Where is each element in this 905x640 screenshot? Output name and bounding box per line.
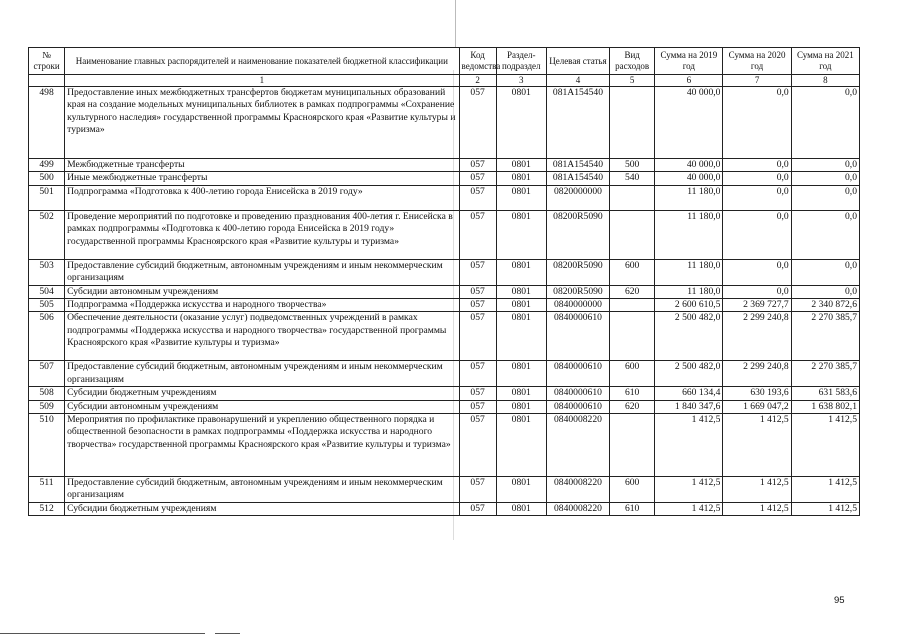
row-sum-2019: 660 134,4 (655, 387, 723, 400)
row-name: Субсидии автономным учреждениям (65, 400, 459, 413)
row-name: Межбюджетные трансферты (65, 159, 459, 172)
row-sum-2021: 2 340 872,6 (791, 299, 859, 312)
row-dept-code: 057 (459, 87, 496, 159)
row-dept-code: 057 (459, 259, 496, 285)
row-sum-2021: 0,0 (791, 87, 859, 159)
row-number: 511 (29, 477, 65, 503)
row-sum-2019: 11 180,0 (655, 259, 723, 285)
row-dept-code: 057 (459, 387, 496, 400)
table-row (29, 185, 860, 210)
column-number: 5 (610, 75, 655, 87)
row-section: 0801 (496, 502, 546, 515)
row-number: 503 (29, 259, 65, 285)
row-target-article: 0840008220 (546, 477, 609, 503)
row-sum-2019: 40 000,0 (655, 172, 723, 185)
column-number: 8 (791, 75, 859, 87)
row-sum-2021: 631 583,6 (791, 387, 859, 400)
footer-rule (0, 633, 205, 634)
row-section: 0801 (496, 172, 546, 185)
row-expense-type (610, 210, 655, 259)
header-row-number: № строки (29, 48, 65, 75)
row-sum-2019: 11 180,0 (655, 185, 723, 210)
row-sum-2021: 0,0 (791, 159, 859, 172)
row-target-article: 0840000000 (546, 299, 609, 312)
row-sum-2020: 1 412,5 (723, 414, 791, 477)
row-dept-code: 057 (459, 361, 496, 387)
table-header-row (29, 48, 860, 75)
row-expense-type: 620 (610, 285, 655, 298)
row-name: Субсидии бюджетным учреждениям (65, 502, 459, 515)
row-sum-2019: 1 840 347,6 (655, 400, 723, 413)
row-sum-2019: 11 180,0 (655, 285, 723, 298)
row-sum-2019: 2 600 610,5 (655, 299, 723, 312)
table-row (29, 285, 860, 298)
row-dept-code: 057 (459, 172, 496, 185)
row-sum-2021: 1 412,5 (791, 502, 859, 515)
row-section: 0801 (496, 312, 546, 361)
row-dept-code: 057 (459, 185, 496, 210)
row-sum-2020: 0,0 (723, 172, 791, 185)
row-sum-2021: 0,0 (791, 259, 859, 285)
row-sum-2019: 1 412,5 (655, 502, 723, 515)
row-sum-2021: 1 412,5 (791, 477, 859, 503)
row-section: 0801 (496, 400, 546, 413)
row-section: 0801 (496, 185, 546, 210)
row-expense-type: 600 (610, 259, 655, 285)
row-section: 0801 (496, 387, 546, 400)
row-dept-code: 057 (459, 285, 496, 298)
row-name: Субсидии бюджетным учреждениям (65, 387, 459, 400)
row-sum-2021: 0,0 (791, 210, 859, 259)
row-sum-2021: 2 270 385,7 (791, 361, 859, 387)
row-dept-code: 057 (459, 502, 496, 515)
row-sum-2019: 1 412,5 (655, 477, 723, 503)
row-number: 508 (29, 387, 65, 400)
column-number: 4 (546, 75, 609, 87)
row-sum-2021: 0,0 (791, 185, 859, 210)
row-sum-2020: 0,0 (723, 185, 791, 210)
row-number: 509 (29, 400, 65, 413)
row-name: Предоставление иных межбюджетных трансфертов бюджетам муниципальных образований края на создание модельных муниципальных библиотек в рамках подпрограммы «Сохранение культурного наследия» государственной программы Красноярского края «Развитие культуры и туризма» (65, 87, 459, 159)
row-target-article: 081A154540 (546, 172, 609, 185)
table-row (29, 172, 860, 185)
column-number: 7 (723, 75, 791, 87)
row-sum-2020: 0,0 (723, 285, 791, 298)
header-sum-2019: Сумма на 2019 год (655, 48, 723, 75)
row-expense-type: 500 (610, 159, 655, 172)
header-expense-type: Вид расходов (610, 48, 655, 75)
row-target-article: 0840008220 (546, 502, 609, 515)
row-target-article: 081A154540 (546, 87, 609, 159)
row-sum-2021: 0,0 (791, 285, 859, 298)
row-sum-2020: 1 669 047,2 (723, 400, 791, 413)
row-expense-type: 620 (610, 400, 655, 413)
row-sum-2021: 1 412,5 (791, 414, 859, 477)
row-section: 0801 (496, 87, 546, 159)
row-dept-code: 057 (459, 159, 496, 172)
footer-rule (215, 633, 240, 634)
page-number: 95 (834, 595, 845, 606)
row-dept-code: 057 (459, 210, 496, 259)
row-name: Иные межбюджетные трансферты (65, 172, 459, 185)
row-expense-type: 610 (610, 502, 655, 515)
row-sum-2019: 1 412,5 (655, 414, 723, 477)
row-number: 507 (29, 361, 65, 387)
row-sum-2019: 11 180,0 (655, 210, 723, 259)
header-sum-2021: Сумма на 2021 год (791, 48, 859, 75)
row-expense-type (610, 414, 655, 477)
row-expense-type: 600 (610, 477, 655, 503)
row-section: 0801 (496, 210, 546, 259)
table-row (29, 414, 860, 477)
row-sum-2019: 2 500 482,0 (655, 312, 723, 361)
row-number: 504 (29, 285, 65, 298)
row-number: 499 (29, 159, 65, 172)
row-sum-2019: 40 000,0 (655, 87, 723, 159)
row-number: 505 (29, 299, 65, 312)
row-number: 498 (29, 87, 65, 159)
scan-artifact-line (455, 0, 456, 48)
row-sum-2020: 1 412,5 (723, 502, 791, 515)
header-name: Наименование главных распорядителей и наименование показателей бюджетной классификации (65, 48, 459, 75)
row-number: 506 (29, 312, 65, 361)
row-expense-type: 610 (610, 387, 655, 400)
header-sum-2020: Сумма на 2020 год (723, 48, 791, 75)
row-name: Предоставление субсидий бюджетным, автономным учреждениям и иным некоммерческим организациям (65, 259, 459, 285)
row-section: 0801 (496, 361, 546, 387)
row-sum-2021: 0,0 (791, 172, 859, 185)
row-target-article: 08200R5090 (546, 210, 609, 259)
row-sum-2020: 2 299 240,8 (723, 361, 791, 387)
row-expense-type (610, 299, 655, 312)
row-section: 0801 (496, 414, 546, 477)
row-sum-2021: 2 270 385,7 (791, 312, 859, 361)
table-row (29, 502, 860, 515)
header-target-article: Целевая статья (546, 48, 609, 75)
row-expense-type (610, 312, 655, 361)
column-number-row (29, 75, 860, 87)
row-number: 512 (29, 502, 65, 515)
row-name: Проведение мероприятий по подготовке и проведению празднования 400-летия г. Енисейска в рамках подпрограммы «Подготовка к 400-летию города Енисейска в 2019 году» государственной программы Красноярского края «Развитие культуры и туризма» (65, 210, 459, 259)
table-row (29, 259, 860, 285)
table-row (29, 387, 860, 400)
table-row (29, 87, 860, 159)
row-sum-2020: 0,0 (723, 159, 791, 172)
row-name: Подпрограмма «Подготовка к 400-летию города Енисейска в 2019 году» (65, 185, 459, 210)
table-row (29, 477, 860, 503)
row-expense-type (610, 185, 655, 210)
row-name: Предоставление субсидий бюджетным, автономным учреждениям и иным некоммерческим организациям (65, 361, 459, 387)
row-dept-code: 057 (459, 312, 496, 361)
row-target-article: 0840000610 (546, 387, 609, 400)
row-section: 0801 (496, 259, 546, 285)
row-target-article: 0820000000 (546, 185, 609, 210)
column-number (29, 75, 65, 87)
budget-table (28, 47, 860, 516)
row-sum-2019: 2 500 482,0 (655, 361, 723, 387)
row-name: Обеспечение деятельности (оказание услуг) подведомственных учреждений в рамках подпрограммы «Поддержка искусства и народного творчества» государственной программы Красноярского края «Развитие культуры и туризма» (65, 312, 459, 361)
row-name: Мероприятия по профилактике правонарушений и укреплению общественного порядка и общественной безопасности в рамках подпрограммы «Поддержка искусства и народного творчества» государственной программы Красноярского края «Развитие культуры и туризма» (65, 414, 459, 477)
header-dept-code: Код ведомства (459, 48, 496, 75)
row-expense-type: 600 (610, 361, 655, 387)
row-sum-2020: 630 193,6 (723, 387, 791, 400)
row-section: 0801 (496, 477, 546, 503)
row-target-article: 0840000610 (546, 400, 609, 413)
row-dept-code: 057 (459, 414, 496, 477)
row-name: Субсидии автономным учреждениям (65, 285, 459, 298)
table-row (29, 400, 860, 413)
row-dept-code: 057 (459, 400, 496, 413)
table-row (29, 312, 860, 361)
row-sum-2019: 40 000,0 (655, 159, 723, 172)
row-expense-type: 540 (610, 172, 655, 185)
row-sum-2020: 1 412,5 (723, 477, 791, 503)
row-target-article: 08200R5090 (546, 285, 609, 298)
row-sum-2020: 0,0 (723, 259, 791, 285)
row-target-article: 0840000610 (546, 361, 609, 387)
row-sum-2020: 2 369 727,7 (723, 299, 791, 312)
row-number: 510 (29, 414, 65, 477)
table-row (29, 210, 860, 259)
table-row (29, 361, 860, 387)
row-number: 501 (29, 185, 65, 210)
row-dept-code: 057 (459, 477, 496, 503)
row-target-article: 0840008220 (546, 414, 609, 477)
row-number: 502 (29, 210, 65, 259)
row-sum-2021: 1 638 802,1 (791, 400, 859, 413)
row-name: Подпрограмма «Поддержка искусства и народного творчества» (65, 299, 459, 312)
column-number: 1 (65, 75, 459, 87)
row-sum-2020: 0,0 (723, 87, 791, 159)
table-row (29, 159, 860, 172)
header-section: Раздел-подраздел (496, 48, 546, 75)
table-row (29, 299, 860, 312)
row-section: 0801 (496, 285, 546, 298)
column-number: 3 (496, 75, 546, 87)
row-target-article: 08200R5090 (546, 259, 609, 285)
column-number: 6 (655, 75, 723, 87)
column-number: 2 (459, 75, 496, 87)
row-section: 0801 (496, 299, 546, 312)
row-expense-type (610, 87, 655, 159)
row-section: 0801 (496, 159, 546, 172)
row-number: 500 (29, 172, 65, 185)
row-name: Предоставление субсидий бюджетным, автономным учреждениям и иным некоммерческим организациям (65, 477, 459, 503)
row-target-article: 0840000610 (546, 312, 609, 361)
row-sum-2020: 2 299 240,8 (723, 312, 791, 361)
row-sum-2020: 0,0 (723, 210, 791, 259)
row-target-article: 081A154540 (546, 159, 609, 172)
row-dept-code: 057 (459, 299, 496, 312)
